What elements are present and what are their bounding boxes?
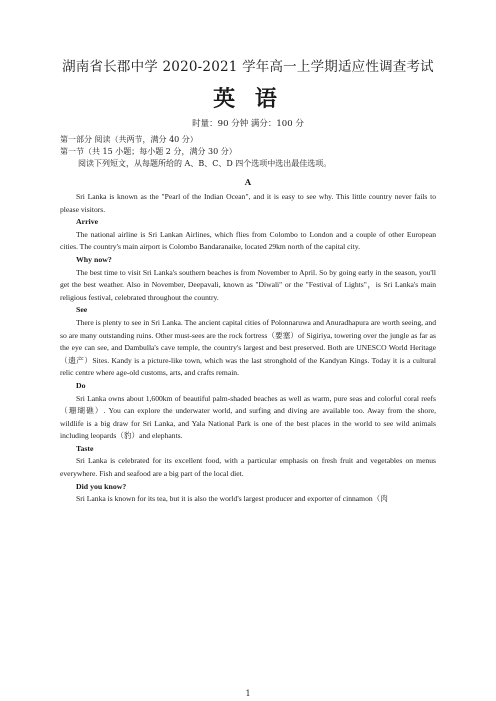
instructions: 阅读下列短文，从每题所给的 A、B、C、D 四个选项中选出最佳选项。 — [78, 159, 332, 168]
heading-see: See — [76, 305, 88, 315]
paragraph-see: There is plenty to see in Sri Lanka. The ancient capital cities of Polonnaruwa and Anuradhapura are worth seeing, and so are many outstanding ruins. Other must-sees are the rock fortress（要塞）of Sigiriya, towering over the jungle as far as the eye can see, and Dambulla's cave temple, the country's largest and best preserved. Both are UNESCO World Heritage（遗产）Sites. Kandy is a picture-like town, which was the last stronghold of the Kandyan Kings. Today it is a cultural relic centre where age-old customs, arts, and crafts remain. — [60, 317, 436, 378]
heading-do: Do — [76, 380, 86, 390]
paragraph-did-you-know: Sri Lanka is known for its tea, but it is also the world's largest producer and exporter of cinnamon（肉 — [76, 494, 388, 504]
paragraph-do: Sri Lanka owns about 1,600km of beautiful palm-shaded beaches as well as warm, pure seas and colorful coral reefs（珊瑚礁）. You can explore the underwater world, and surfing and diving are available too. Away from the shore, wildlife is a big draw for Sri Lanka, and Yala National Park is one of the best places in the world to see wild animals including leopards（豹）and elephants. — [60, 393, 436, 441]
heading-taste: Taste — [76, 443, 94, 453]
subject-heading: 英 语 — [213, 86, 283, 112]
exam-meta: 时量：90 分钟 满分：100 分 — [192, 119, 304, 129]
exam-title: 湖南省长郡中学 2020-2021 学年高一上学期适应性调查考试 — [62, 59, 434, 75]
part-heading: 第一部分 阅读（共两节，满分 40 分） — [60, 135, 198, 144]
passage-label: A — [244, 177, 252, 187]
heading-did-you-know: Did you know? — [76, 481, 127, 491]
passage-intro: Sri Lanka is known as the "Pearl of the Indian Ocean", and it is easy to see why. This little country never fails to please visitors. — [60, 192, 436, 214]
paragraph-why-now: The best time to visit Sri Lanka's southern beaches is from November to April. So by going early in the season, you'll get the best weather. Also in November, Deepavali, known as "Diwali" or the "Festival of Lights"，is Sri Lanka's main religious festival, celebrated throughout the country. — [60, 267, 436, 302]
heading-why-now: Why now? — [76, 254, 112, 264]
section-heading: 第一节（共 15 小题；每小题 2 分，满分 30 分） — [60, 147, 237, 156]
paragraph-arrive: The national airline is Sri Lankan Airlines, which flies from Colombo to London and a couple of other European cities. The country's main airport is Colombo Bandaranaike, located 29km north of the capital city. — [60, 229, 436, 252]
heading-arrive: Arrive — [76, 217, 99, 227]
paragraph-taste: Sri Lanka is celebrated for its excellent food, with a particular emphasis on fresh fruit and vegetables on menus everywhere. Fish and seafood are a big part of the local diet. — [60, 456, 436, 479]
page-number: 1 — [245, 689, 251, 698]
